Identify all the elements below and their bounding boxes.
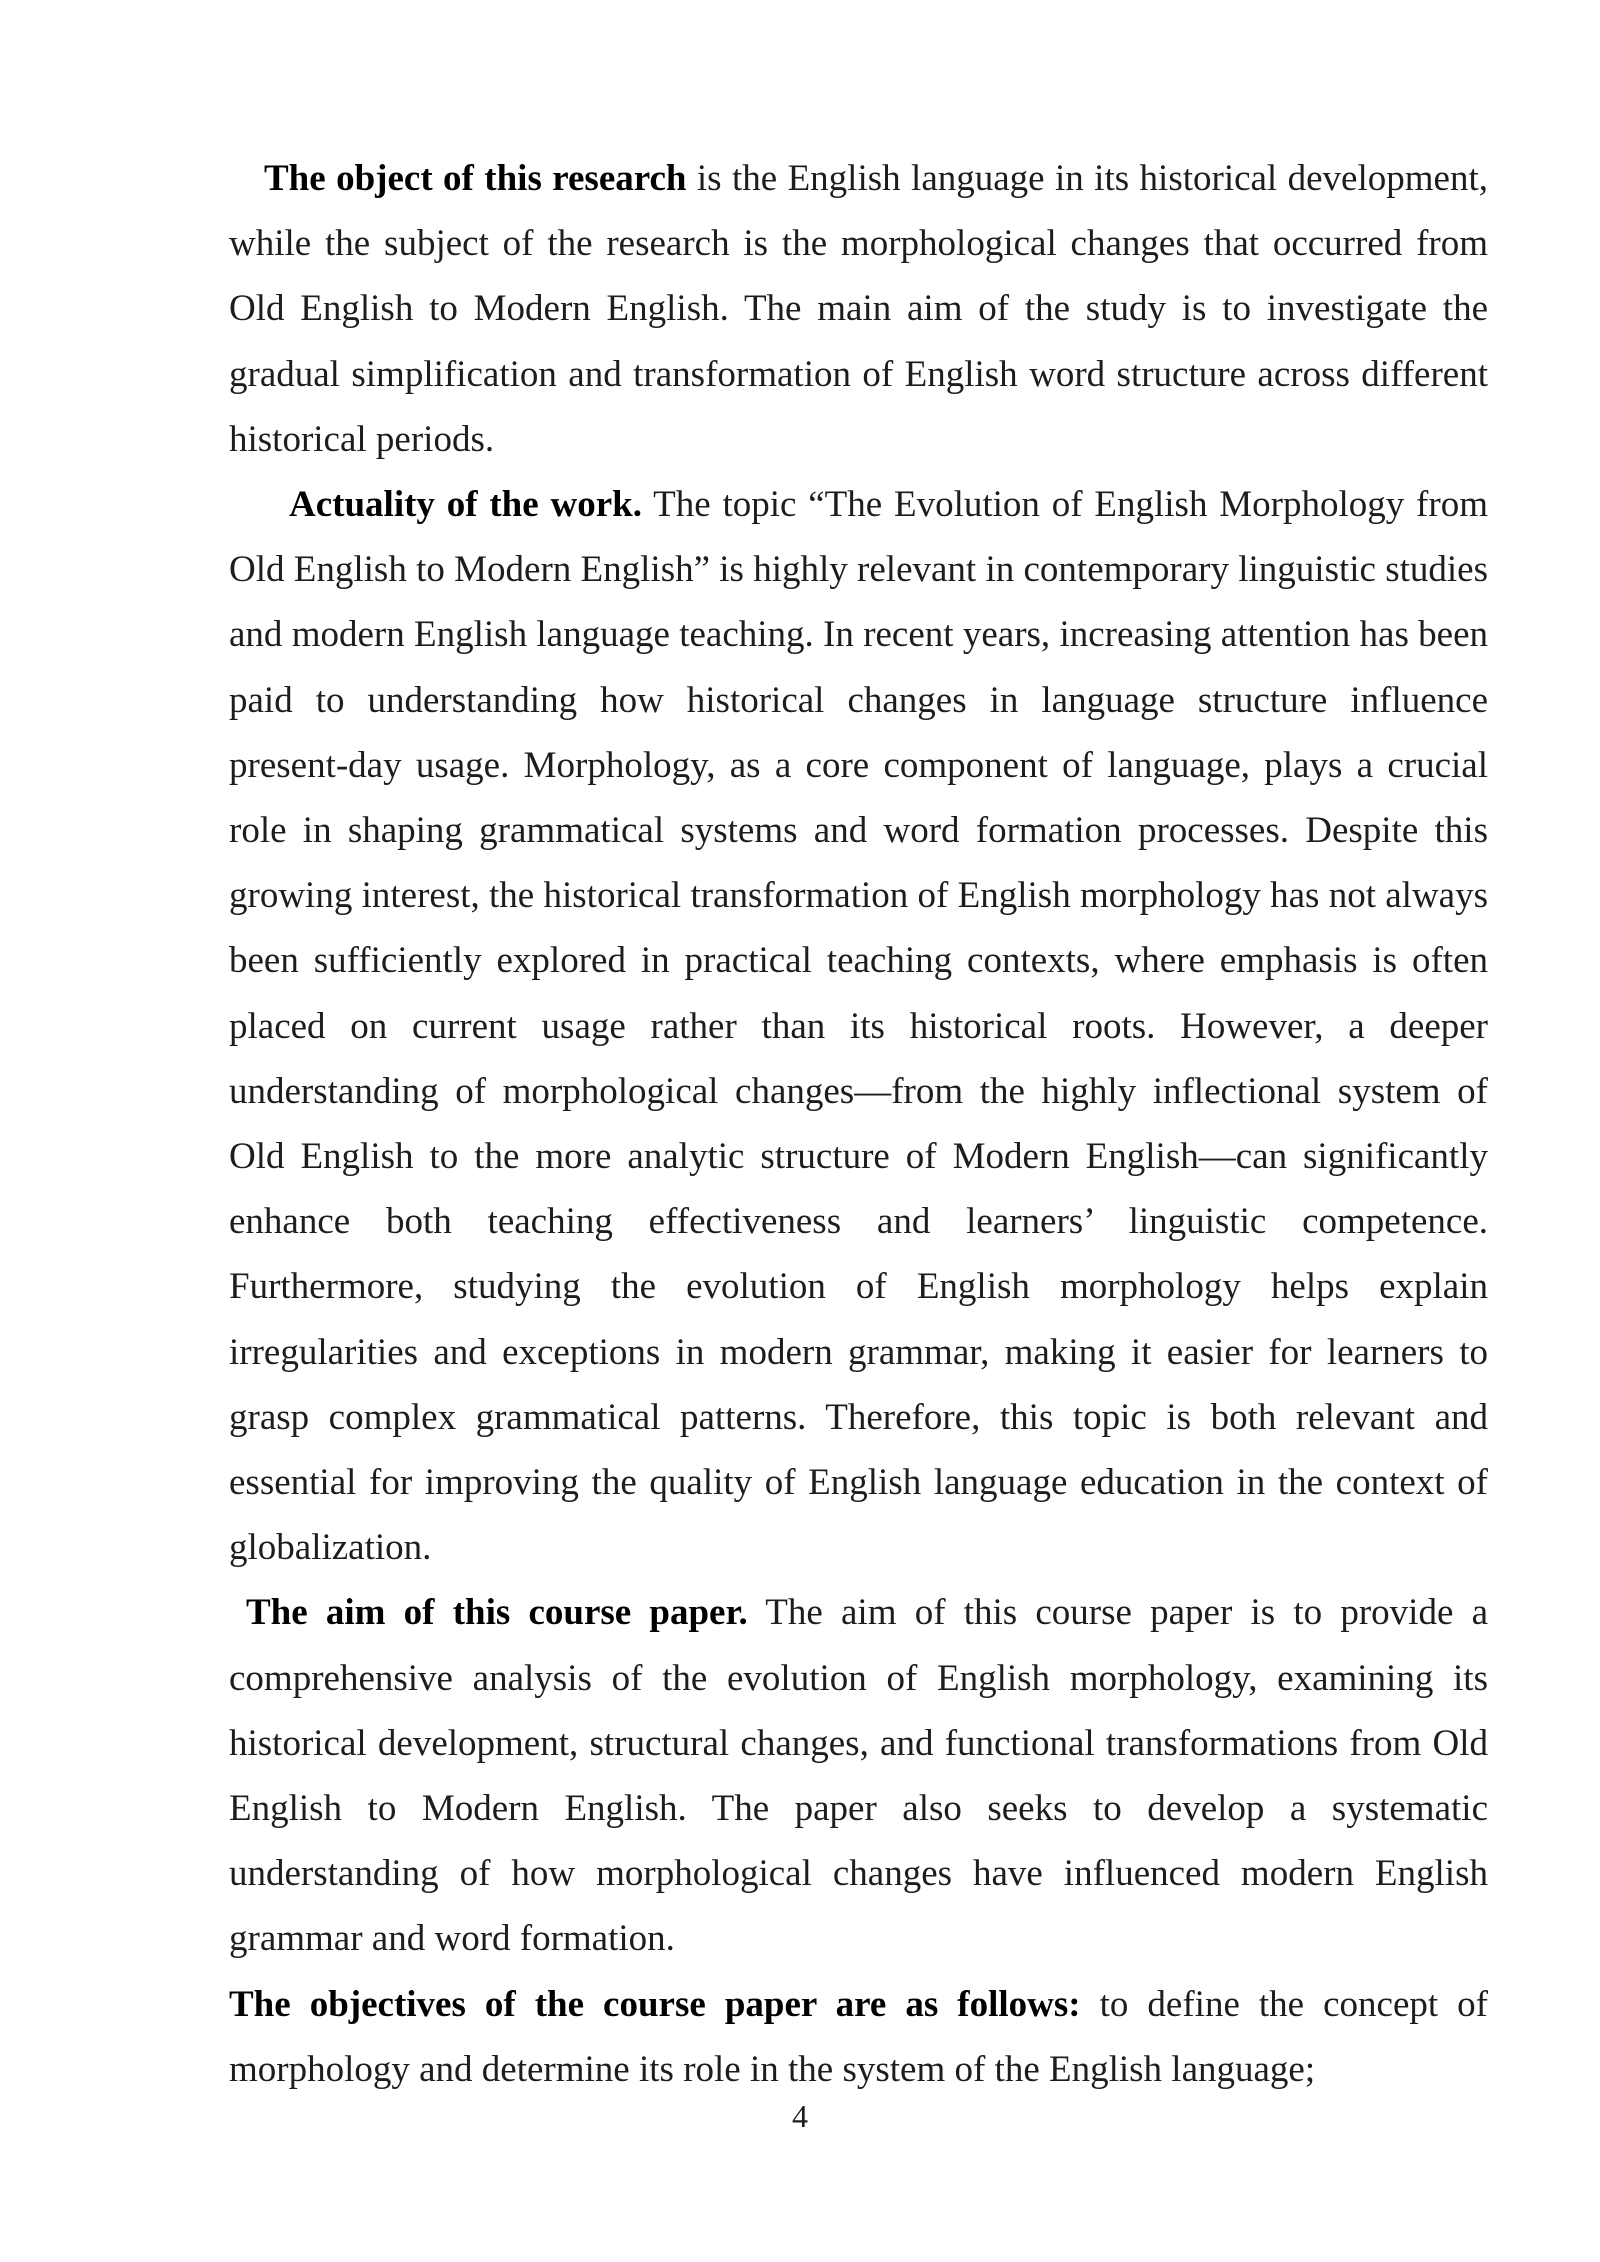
paragraph-text: The aim of this course paper is to provide a comprehensive analysis of the evolution of English morphology, examining its historical development, structural changes, and functional transformations from Old English to Modern English. The paper also seeks to develop a systematic understanding of how morphological changes have influenced modern English grammar and word formation. [229,1592,1488,1960]
paragraph-text: is the English language in its historical development, while the subject of the research is the morphological changes that occurred from Old English to Modern English. The main aim of the study is to investigate the gradual simplification and transformation of English word structure across different historical periods. [229,158,1488,460]
paragraph-text: to define the concept of morphology and determine its role in the system of the English language; [229,1983,1488,2090]
paragraph-actuality [229,472,1488,1580]
paragraph-aim [229,1580,1488,1971]
paragraph-object-of-research [229,146,1488,472]
paragraph-lead: The object of this research [264,158,687,199]
paragraph-text: The topic “The Evolution of English Morphology from Old English to Modern English” is highly relevant in contemporary linguistic studies and modern English language teaching. In recent years, increasing attention has been paid to understanding how historical changes in language structure influence present-day usage. Morphology, as a core component of language, plays a crucial role in shaping grammatical systems and word formation processes. Despite this growing interest, the historical transformation of English morphology has not always been sufficiently explored in practical teaching contexts, where emphasis is often placed on current usage rather than its historical roots. However, a deeper understanding of morphological changes—from the highly inflectional system of Old English to the more analytic structure of Modern English—can significantly enhance both teaching effectiveness and learners’ linguistic competence. Furthermore, studying the evolution of English morphology helps explain irregularities and exceptions in modern grammar, making it easier for learners to grasp complex grammatical patterns. Therefore, this topic is both relevant and essential for improving the quality of English language education in the context of globalization. [229,484,1488,1569]
paragraph-lead: The objectives of the course paper are as follows: [229,1983,1081,2025]
paragraph-objectives [229,1972,1488,2102]
page-number: 4 [792,2098,808,2134]
paragraph-lead: The aim of this course paper. [246,1592,748,1634]
body-text [229,146,1488,2102]
paragraph-lead: Actuality of the work. [289,484,642,526]
